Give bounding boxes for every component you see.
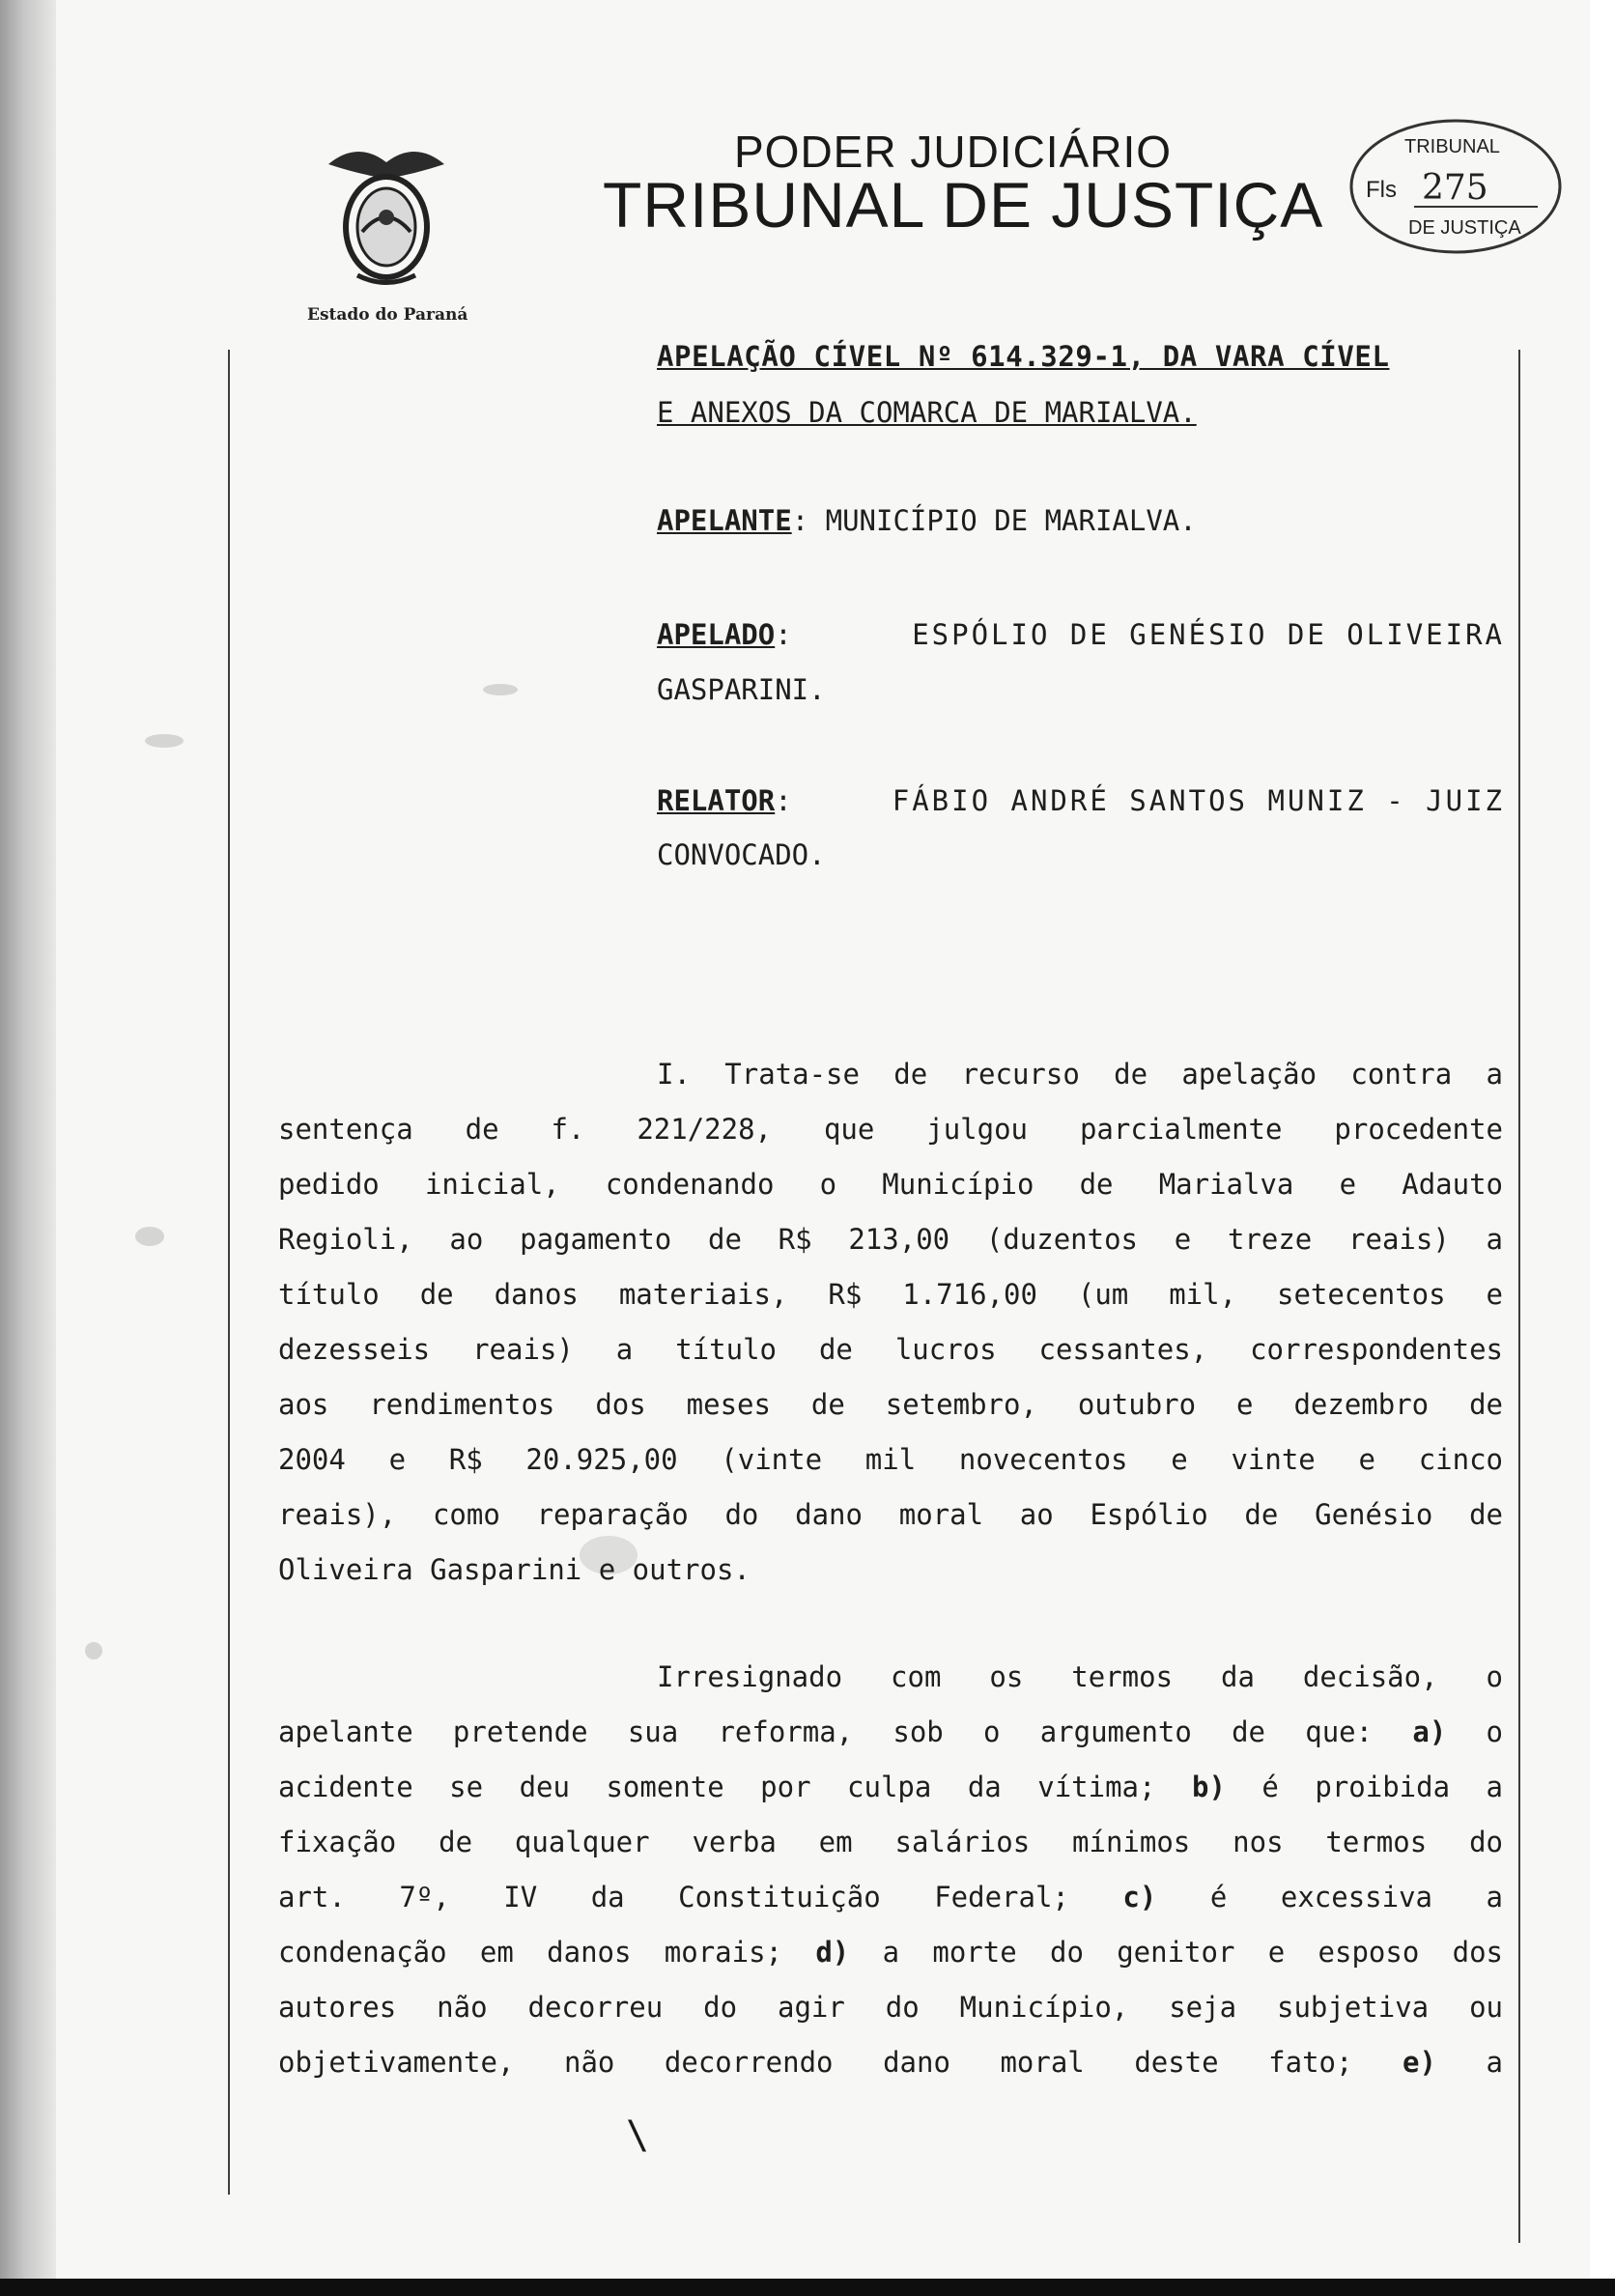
case-title-line-2: E ANEXOS DA COMARCA DE MARIALVA.: [657, 396, 1197, 429]
paragraph-1-line: pedido inicial, condenando o Município de Marialva e Adauto: [278, 1168, 1503, 1201]
page-stamp-icon: [1345, 114, 1567, 259]
paragraph-2-line: condenação em danos morais; d) a morte do genitor e esposo dos: [278, 1936, 1503, 1969]
paragraph-1: [278, 1047, 1503, 1598]
rapporteur-line-1: RELATOR: FÁBIO ANDRÉ SANTOS MUNIZ - JUIZ: [657, 784, 1505, 817]
stamp-top-text: TRIBUNAL: [1404, 136, 1500, 157]
paragraph-2-line: objetivamente, não decorrendo dano moral deste fato; e) a: [278, 2046, 1503, 2079]
paragraph-2: [278, 1650, 1503, 2090]
paragraph-1-line: sentença de f. 221/228, que julgou parcialmente procedente: [278, 1113, 1503, 1146]
paragraph-1-line: título de danos materiais, R$ 1.716,00 (um mil, setecentos e: [278, 1278, 1503, 1311]
paragraph-2-line: art. 7º, IV da Constituição Federal; c) é excessiva a: [278, 1881, 1503, 1913]
left-margin-rule: [228, 350, 230, 2195]
paragraph-1-line: aos rendimentos dos meses de setembro, outubro e dezembro de: [278, 1388, 1503, 1421]
scan-speck: [135, 1227, 164, 1246]
header-court: TRIBUNAL DE JUSTIÇA: [603, 169, 1324, 241]
scan-speck: [85, 1642, 102, 1659]
paragraph-2-line: autores não decorreu do agir do Município, seja subjetiva ou: [278, 1991, 1503, 2024]
coat-of-arms-icon: [319, 135, 454, 290]
handwritten-mark: \: [626, 2113, 650, 2158]
right-margin-rule: [1518, 350, 1520, 2243]
scan-speck: [145, 734, 184, 748]
appellee-line-1: APELADO: ESPÓLIO DE GENÉSIO DE OLIVEIRA: [657, 618, 1505, 651]
appellant-line: APELANTE: MUNICÍPIO DE MARIALVA.: [657, 504, 1197, 537]
appellant-value: MUNICÍPIO DE MARIALVA.: [825, 504, 1197, 537]
paragraph-1-line: reais), como reparação do dano moral ao Espólio de Genésio de: [278, 1498, 1503, 1531]
stamp-number: 275: [1422, 168, 1488, 208]
state-label: Estado do Paraná: [307, 305, 468, 325]
case-title-line-1: APELAÇÃO CÍVEL Nº 614.329-1, DA VARA CÍVEL: [657, 340, 1390, 373]
appellee-label: APELADO: [657, 618, 776, 651]
appellee-value-1: ESPÓLIO DE GENÉSIO DE OLIVEIRA: [912, 618, 1505, 651]
scan-speck: [483, 684, 518, 695]
scan-bottom-edge: [0, 2279, 1615, 2296]
scan-left-edge: [0, 0, 56, 2296]
rapporteur-value-1: FÁBIO ANDRÉ SANTOS MUNIZ - JUIZ: [892, 784, 1505, 817]
paragraph-1-line: 2004 e R$ 20.925,00 (vinte mil novecentos e vinte e cinco: [278, 1443, 1503, 1476]
stamp-label: Fls: [1366, 177, 1397, 203]
paragraph-2-line: fixação de qualquer verba em salários mínimos nos termos do: [278, 1826, 1503, 1858]
paragraph-1-line: Regioli, ao pagamento de R$ 213,00 (duzentos e treze reais) a: [278, 1223, 1503, 1256]
rapporteur-line-2: CONVOCADO.: [657, 838, 826, 871]
scan-right-edge: [1590, 0, 1615, 2296]
appellant-label: APELANTE: [657, 504, 792, 537]
rapporteur-label: RELATOR: [657, 784, 776, 817]
paragraph-2-line: apelante pretende sua reforma, sob o argumento de que: a) o: [278, 1715, 1503, 1748]
paragraph-1-line: Oliveira Gasparini e outros.: [278, 1553, 751, 1586]
header-judiciary: PODER JUDICIÁRIO: [734, 127, 1173, 177]
paragraph-1-line: I. Trata-se de recurso de apelação contra a: [657, 1058, 1503, 1091]
paragraph-2-line: acidente se deu somente por culpa da vítima; b) é proibida a: [278, 1771, 1503, 1803]
stamp-bottom-text: DE JUSTIÇA: [1408, 217, 1521, 239]
appellee-line-2: GASPARINI.: [657, 673, 826, 706]
paragraph-2-line: Irresignado com os termos da decisão, o: [657, 1660, 1503, 1693]
paragraph-1-line: dezesseis reais) a título de lucros cessantes, correspondentes: [278, 1333, 1503, 1366]
